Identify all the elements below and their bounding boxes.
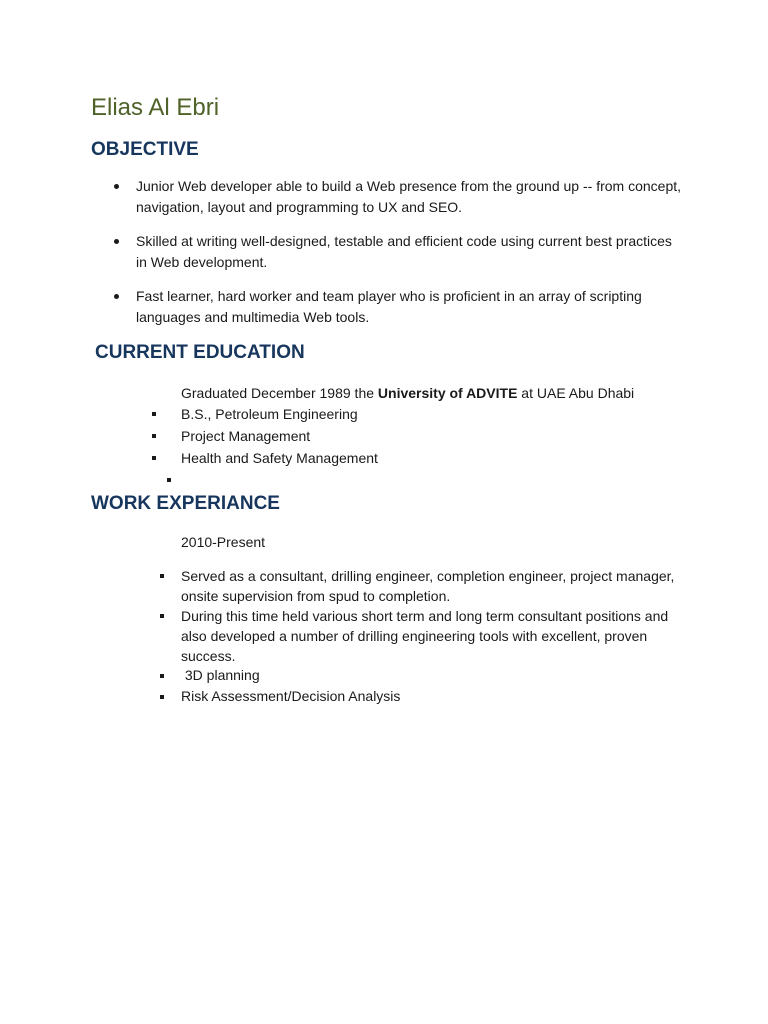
work-item-text: 3D planning bbox=[181, 667, 260, 683]
education-location: at UAE Abu Dhabi bbox=[517, 385, 635, 401]
square-bullet-icon bbox=[152, 412, 156, 416]
square-bullet-icon bbox=[160, 574, 164, 578]
objective-list bbox=[112, 176, 682, 341]
candidate-name: Elias Al Ebri bbox=[91, 94, 220, 121]
list-item bbox=[166, 606, 686, 666]
square-bullet-icon bbox=[160, 674, 164, 678]
education-list bbox=[166, 404, 686, 492]
education-item-text: Project Management bbox=[181, 428, 311, 444]
square-bullet-icon bbox=[167, 478, 171, 482]
work-list bbox=[166, 566, 686, 708]
education-intro bbox=[181, 383, 634, 404]
list-item bbox=[112, 231, 682, 273]
list-item bbox=[112, 286, 682, 328]
bullet-icon bbox=[114, 294, 119, 299]
work-heading: WORK EXPERIANCE bbox=[91, 493, 280, 514]
work-item-text: During this time held various short term and long term consultant positions and also developed a number of drilling engineering tools with excellent, proven success. bbox=[181, 608, 669, 664]
university-name: University of ADVITE bbox=[377, 385, 518, 401]
list-item bbox=[166, 470, 686, 491]
bullet-icon bbox=[114, 184, 119, 189]
list-item bbox=[166, 666, 686, 687]
list-item bbox=[166, 566, 686, 606]
list-item bbox=[166, 448, 686, 469]
objective-item-text: Fast learner, hard worker and team player who is proficient in an array of scripting languages and multimedia Web tools. bbox=[136, 288, 642, 325]
work-item-text: Risk Assessment/Decision Analysis bbox=[181, 688, 401, 704]
square-bullet-icon bbox=[152, 434, 156, 438]
list-item bbox=[166, 404, 686, 425]
list-item bbox=[166, 687, 686, 708]
objective-heading: OBJECTIVE bbox=[91, 139, 199, 160]
education-item-text: B.S., Petroleum Engineering bbox=[181, 406, 358, 422]
list-item bbox=[112, 176, 682, 218]
education-heading: CURRENT EDUCATION bbox=[95, 342, 305, 363]
objective-item-text: Junior Web developer able to build a Web presence from the ground up -- from concept, navigation, layout and programming to UX and SEO. bbox=[136, 178, 682, 215]
work-period: 2010-Present bbox=[181, 534, 266, 550]
square-bullet-icon bbox=[160, 695, 164, 699]
objective-item-text: Skilled at writing well-designed, testable and efficient code using current best practices in Web development. bbox=[136, 233, 672, 270]
square-bullet-icon bbox=[160, 614, 164, 618]
bullet-icon bbox=[114, 239, 119, 244]
work-item-text: Served as a consultant, drilling engineer, completion engineer, project manager, onsite supervision from spud to completion. bbox=[181, 568, 675, 604]
education-intro-text: Graduated December 1989 the bbox=[181, 385, 378, 401]
square-bullet-icon bbox=[152, 456, 156, 460]
education-item-text: Health and Safety Management bbox=[181, 450, 378, 466]
list-item bbox=[166, 426, 686, 447]
